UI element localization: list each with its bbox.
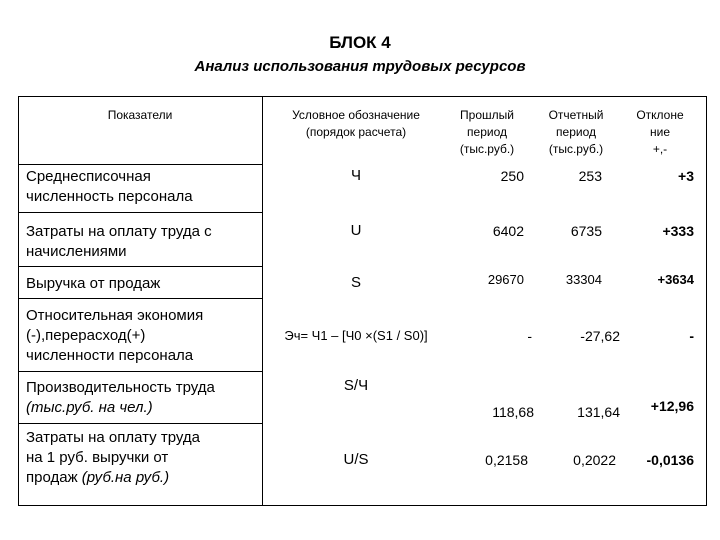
row-divider [18, 212, 262, 213]
header-previous-period: Прошлый период (тыс.руб.) [459, 108, 515, 156]
curr-cost-per-revenue: 0,2022 [573, 452, 616, 468]
prev-headcount: 250 [500, 168, 524, 184]
row-label-labor-costs: Затраты на оплату труда с начислениями [26, 223, 212, 260]
prev-cost-per-revenue: 0,2158 [485, 452, 528, 468]
header-current-period: Отчетный период (тыс.руб.) [548, 108, 604, 156]
dev-relative-savings: - [689, 328, 694, 344]
symbol-revenue: S [350, 274, 361, 291]
curr-revenue: 33304 [565, 272, 602, 287]
row-label-productivity: Производительность труда (тыс.руб. на чел.) [26, 379, 215, 416]
header-underline [18, 164, 262, 165]
symbol-relative-savings: Эч= Ч1 – [Ч0 ×(S1 / S0)] [284, 328, 428, 343]
block-title: БЛОК 4 [329, 33, 391, 52]
row-label-cost-per-revenue: Затраты на оплату труда на 1 руб. выручки от продаж (руб.на руб.) [26, 429, 200, 486]
symbol-cost-per-revenue: U/S [343, 451, 369, 468]
symbol-headcount: Ч [351, 167, 361, 184]
row-divider [18, 266, 262, 267]
dev-cost-per-revenue: -0,0136 [646, 452, 694, 468]
row-divider [18, 423, 262, 424]
prev-labor-costs: 6402 [492, 223, 524, 239]
prev-productivity: 118,68 [492, 404, 534, 420]
row-divider [18, 371, 262, 372]
row-label-relative-savings: Относительная экономия (-),перерасход(+) численности персонала [26, 307, 204, 364]
prev-relative-savings: - [527, 328, 532, 344]
page-subtitle: Анализ использования трудовых ресурсов [194, 58, 526, 75]
prev-revenue: 29670 [487, 272, 524, 287]
curr-relative-savings: -27,62 [580, 328, 620, 344]
row-divider [18, 298, 262, 299]
curr-headcount: 253 [578, 168, 602, 184]
curr-productivity: 131,64 [577, 404, 620, 420]
dev-productivity: +12,96 [650, 398, 694, 414]
row-label-headcount: Среднесписочная численность персонала [26, 168, 193, 205]
symbol-productivity: S/Ч [343, 377, 369, 394]
header-deviation: Отклоне ние +,- [636, 108, 684, 156]
curr-labor-costs: 6735 [570, 223, 602, 239]
column-divider [262, 96, 263, 506]
dev-revenue: +3634 [657, 272, 694, 287]
header-symbol: Условное обозначение (порядок расчета) [292, 108, 420, 139]
dev-labor-costs: +333 [662, 223, 694, 239]
header-indicator: Показатели [107, 108, 173, 122]
dev-headcount: +3 [678, 168, 694, 184]
row-label-revenue: Выручка от продаж [26, 275, 161, 292]
symbol-labor-costs: U [350, 222, 362, 239]
